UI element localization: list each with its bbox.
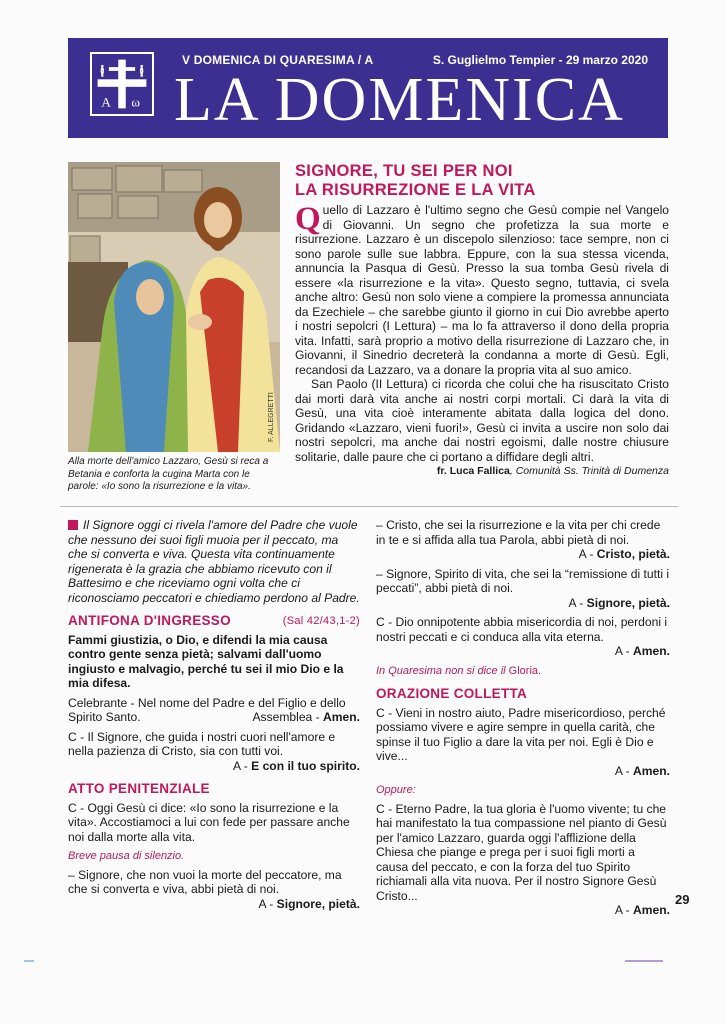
psalm-reference: (Sal 42/43,1-2) [282, 615, 360, 627]
decorative-line [625, 960, 663, 962]
alpha-letter: A [101, 94, 111, 110]
omega-letter: ω [131, 94, 141, 110]
oppure-note: Oppure: [376, 784, 416, 796]
invocation-3-response [376, 596, 670, 611]
section-heading-antifona [68, 614, 360, 629]
left-column [68, 518, 360, 916]
signature-name: fr. Luca Fallica [436, 465, 510, 477]
section-heading-atto: ATTO PENITENZIALE [68, 781, 210, 796]
assemblea-response [252, 710, 360, 725]
article-paragraph [295, 203, 669, 377]
saint-date: S. Guglielmo Tempier - 29 marzo 2020 [432, 53, 648, 67]
greeting-text [68, 730, 360, 759]
illustration-jesus-martha [68, 162, 280, 452]
response-label: A - [614, 644, 634, 658]
article-title [295, 162, 675, 200]
signature-affiliation: , Comunità Ss. Trinità di Dumenza [509, 465, 669, 477]
article-body [295, 203, 669, 479]
article-signature [421, 464, 669, 479]
article-paragraph [295, 377, 669, 477]
response-text: Amen. [323, 710, 360, 724]
response-label: A - [233, 758, 252, 773]
illustration-caption: Alla morte dell'amico Lazzaro, Gesù si reca a Betania e conforta la cugina Marta con le parole: «Io sono la risurrezione e la vita». [68, 456, 269, 492]
decorative-line [24, 960, 34, 962]
cross-logo-icon [90, 52, 154, 116]
gloria-word: Gloria. [508, 664, 542, 677]
response-text: Cristo, pietà. [596, 547, 670, 561]
gloria-note [376, 664, 670, 679]
invocation-2: – Cristo, che sei la risurrezione e la vita per chi crede in te e si affida alla tua Parola, abbi pietà di noi. [376, 518, 661, 547]
response-text: Amen. [633, 644, 670, 658]
article-paragraph-text: San Paolo (II Lettura) ci ricorda che colui che ha risuscitato Cristo dai morti darà vita anche ai nostri corpi mortali. Ci darà la vita di Gesù, una vita cioè interamente abitata dalla logica del dono. Gridando «Lazzaro, vieni fuori!», Gesù ci invita a uscire non solo dai nostri sepolcri, ma anche dai nostri egoismi, dalle nostre chiusure solitarie, dalle paure che ci portano a diffidare degli altri. [295, 377, 669, 464]
invocation-1-response [68, 897, 360, 912]
response-text: Amen. [633, 763, 670, 778]
article-title-line1: SIGNORE, TU SEI PER NOI [295, 162, 513, 180]
article-paragraph-text: uello di Lazzaro è l'ultimo segno che Gesù compie nel Vangelo di Giovanni. Un segno che profetizza la sua morte e risurrezione. Lazzaro è un discepolo silenzioso: tace sempre, non ci sono parole sulle sue labbra. Eppure, con la sua stessa vicenda, annuncia la Pasqua di Gesù. Presso la sua tomba Gesù rivela di essere «la risurrezione e la vita». Questo segno, tuttavia, ci svela anche altro: Gesù non solo viene a compiere la promessa annunciata da Ezechiele – che sarebbe giunto il giorno in cui Dio avrebbe aperto i nostri sepolcri (I Lettura) – ma lo fa attraverso il dono della propria vita. Infatti, sarà proprio a motivo della risurrezione di Lazzaro che, in Giovanni, il Sinedrio decreterà la condanna a morte di Gesù. Egli, recandosi da Lazzaro, va a donare la propria vita al suo amico. [295, 203, 669, 377]
response-text: Signore, pietà. [276, 896, 360, 911]
invocation-1: – Signore, che non vuoi la morte del peccatore, ma che si converta e viva, abbi pietà di noi. [68, 867, 342, 896]
silence-note: Breve pausa di silenzio. [68, 850, 185, 862]
right-column [376, 518, 670, 923]
masthead [68, 38, 668, 138]
bullet-square-icon [68, 520, 78, 530]
absolution-text: C - Dio onnipotente abbia misericordia di noi, perdoni i nostri peccati e ci conduca alla vita eterna. [376, 615, 668, 644]
response-label: A - [614, 763, 634, 778]
section-title: ANTIFONA D'INGRESSO [68, 613, 231, 628]
artist-credit: F. ALLEGRETTI [268, 392, 275, 442]
greeting-line: C - Il Signore, che guida i nostri cuori nell'amore e nella pazienza di Cristo, sia con tutti voi. [68, 729, 336, 758]
liturgical-day: V DOMENICA DI QUARESIMA / A [182, 53, 374, 67]
response-text: Signore, pietà. [586, 595, 670, 610]
invocation-3: – Signore, Spirito di vita, che sei la “remissione di tutti i peccati”, abbi pietà di noi. [376, 566, 670, 595]
response-label: Assemblea - [252, 710, 324, 724]
gloria-note-text: In Quaresima non si dice il [376, 664, 509, 677]
page-number: 29 [675, 892, 690, 907]
absolution-response [376, 644, 670, 659]
colletta-response [376, 764, 670, 779]
section-heading-colletta: ORAZIONE COLLETTA [376, 686, 528, 701]
response-label: A - [578, 547, 597, 561]
response-label: A - [614, 903, 634, 917]
response-text: E con il tuo spirito. [251, 758, 360, 773]
page-title: LA DOMENICA [174, 66, 625, 134]
atto-text: C - Oggi Gesù ci dice: «Io sono la risurrezione e la vita». Accostiamoci a lui con fede per passare anche noi dalla morte alla vita. [68, 800, 350, 844]
celebrante-text [68, 696, 360, 725]
greeting-response [68, 759, 360, 774]
colletta-alt-response [376, 903, 670, 918]
colletta-text: C - Vieni in nostro aiuto, Padre misericordioso, perché possiamo vivere e agire sempre in quella carità, che spinse il tuo Figlio a dare la vita per noi. Egli è Dio e vive... [376, 705, 666, 763]
invocation-2-response [376, 547, 670, 562]
intro-paragraph [68, 518, 360, 605]
response-label: A - [258, 896, 277, 911]
response-text: Amen. [633, 903, 670, 917]
celebrante-line: Celebrante - Nel nome del Padre e del Figlio e dello Spirito Santo. [68, 695, 346, 724]
response-label: A - [568, 595, 587, 610]
intro-text: Il Signore oggi ci rivela l'amore del Padre che vuole che nessuno dei suoi figli muoia per il peccato, ma che si converta e viva. Questa vita continuamente rigenerata è la grazia che abbiamo ricevuto con il Battesimo e che riceviamo ogni volta che ci riconosciamo peccatori e chiediamo perdono al Padre. [68, 518, 360, 605]
article-title-line2: LA RISURREZIONE E LA VITA [295, 181, 536, 199]
colletta-alt-text: C - Eterno Padre, la tua gloria è l'uomo vivente; tu che hai manifestato la tua compassione nel pianto di Gesù per l'amico Lazzaro, guarda oggi l'afflizione della Chiesa che piange e prega per i suoi figli morti a causa del peccato, e con la forza del tuo Spirito richiamali alla vita nuova. Per il nostro Signore Gesù Cristo... [376, 801, 667, 903]
antifona-text: Fammi giustizia, o Dio, e difendi la mia causa contro gente senza pietà; salvami dall'uomo ingiusto e malvagio, perché tu sei il mio Dio e la mia difesa. [68, 632, 344, 690]
section-divider [60, 506, 678, 507]
drop-cap: Q [295, 201, 321, 237]
